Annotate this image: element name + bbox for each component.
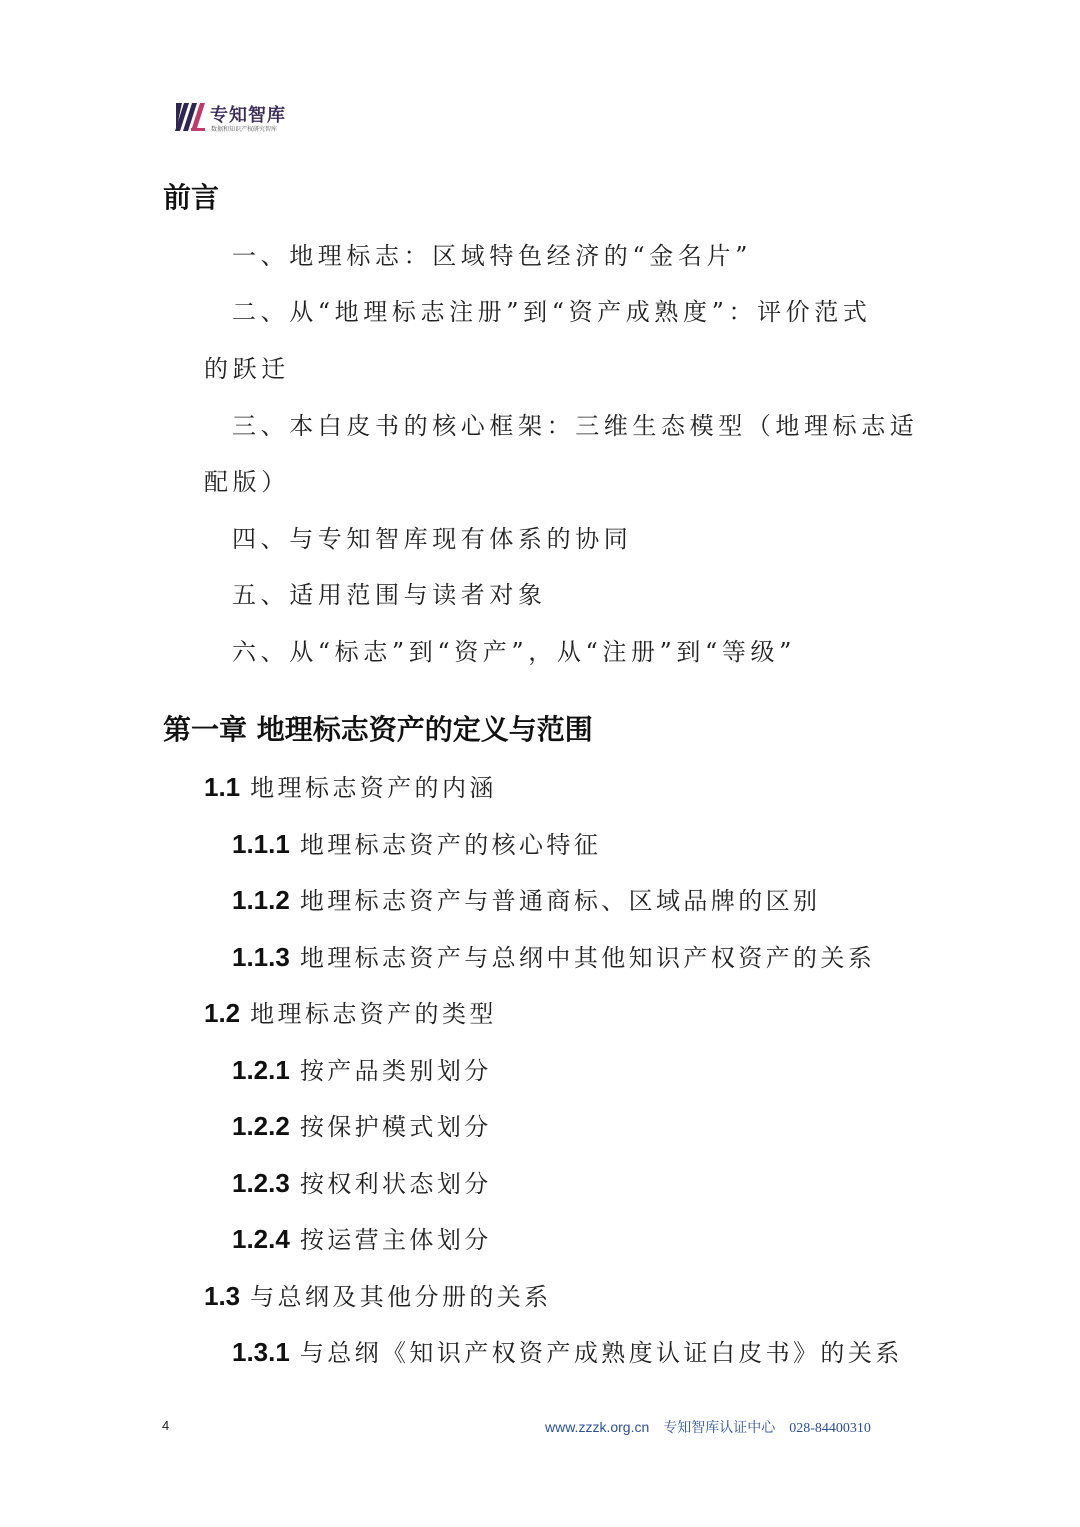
footer-website-link[interactable]: www.zzzk.org.cn <box>545 1419 650 1435</box>
toc-entry-number: 1.1.1 <box>232 829 290 859</box>
toc-entry-text: 按运营主体划分 <box>299 1226 492 1254</box>
toc-entry-number: 1.2.1 <box>232 1055 290 1085</box>
toc-entry[interactable] <box>232 1220 492 1255</box>
toc-entry[interactable] <box>232 1107 492 1142</box>
toc-entry-number: 1.2.3 <box>232 1168 290 1198</box>
toc-entry[interactable] <box>232 1333 903 1368</box>
preface-heading: 前言 <box>163 181 220 214</box>
preface-line: 六、从“标志”到“资产”，从“注册”到“等级” <box>232 638 796 666</box>
toc-entry[interactable] <box>232 938 875 973</box>
toc-entry-text: 地理标志资产的核心特征 <box>299 831 602 859</box>
preface-line: 五、适用范围与读者对象 <box>232 581 547 609</box>
chapter-heading: 第一章 地理标志资产的定义与范围 <box>163 713 593 746</box>
toc-entry[interactable] <box>232 1164 492 1199</box>
preface-line: 三、本白皮书的核心框架：三维生态模型（地理标志适 <box>232 412 919 440</box>
toc-entry[interactable] <box>232 825 601 860</box>
toc-entry-text: 地理标志资产的类型 <box>250 1000 497 1028</box>
toc-entry[interactable] <box>204 768 497 803</box>
toc-entry-text: 与总纲及其他分册的关系 <box>250 1283 552 1311</box>
toc-entry-text: 地理标志资产与总纲中其他知识产权资产的关系 <box>299 944 876 972</box>
logo-mark-icon <box>174 101 206 133</box>
logo-subtitle: 数据和知识产权研究智库 <box>211 126 278 133</box>
toc-entry-number: 1.1.2 <box>232 885 290 915</box>
toc-entry-text: 与总纲《知识产权资产成熟度认证白皮书》的关系 <box>299 1339 903 1367</box>
toc-entry-number: 1.1.3 <box>232 942 290 972</box>
toc-entry-number: 1.3 <box>204 1281 241 1311</box>
footer-phone: 028-84400310 <box>789 1421 871 1436</box>
toc-entry-number: 1.2.2 <box>232 1111 290 1141</box>
toc-entry-number: 1.2 <box>204 998 241 1028</box>
toc-entry-text: 按产品类别划分 <box>299 1057 492 1085</box>
toc-entry[interactable] <box>232 881 820 916</box>
preface-line: 二、从“地理标志注册”到“资产成熟度”：评价范式 <box>232 298 872 326</box>
toc-entry[interactable] <box>204 994 497 1029</box>
toc-entry-number: 1.2.4 <box>232 1224 290 1254</box>
preface-line: 配版） <box>204 468 290 496</box>
toc-entry-text: 地理标志资产的内涵 <box>250 774 497 802</box>
toc-entry[interactable] <box>204 1277 552 1312</box>
toc-entry-text: 地理标志资产与普通商标、区域品牌的区别 <box>299 887 821 915</box>
toc-entry-number: 1.1 <box>204 772 241 802</box>
toc-entry-text: 按保护模式划分 <box>299 1113 492 1141</box>
footer-center-name: 专知智库认证中心 <box>663 1420 776 1436</box>
toc-entry[interactable] <box>232 1051 492 1086</box>
logo-name: 专知智库 <box>210 105 286 126</box>
toc-entry-text: 按权利状态划分 <box>299 1170 492 1198</box>
preface-line: 一、地理标志：区域特色经济的“金名片” <box>232 242 752 270</box>
footer-contact <box>545 1417 871 1437</box>
page-number: 4 <box>162 1418 170 1433</box>
preface-line: 四、与专知智库现有体系的协同 <box>232 525 633 553</box>
brand-logo <box>174 101 304 137</box>
preface-line: 的跃迁 <box>204 355 290 383</box>
toc-entry-number: 1.3.1 <box>232 1337 290 1367</box>
